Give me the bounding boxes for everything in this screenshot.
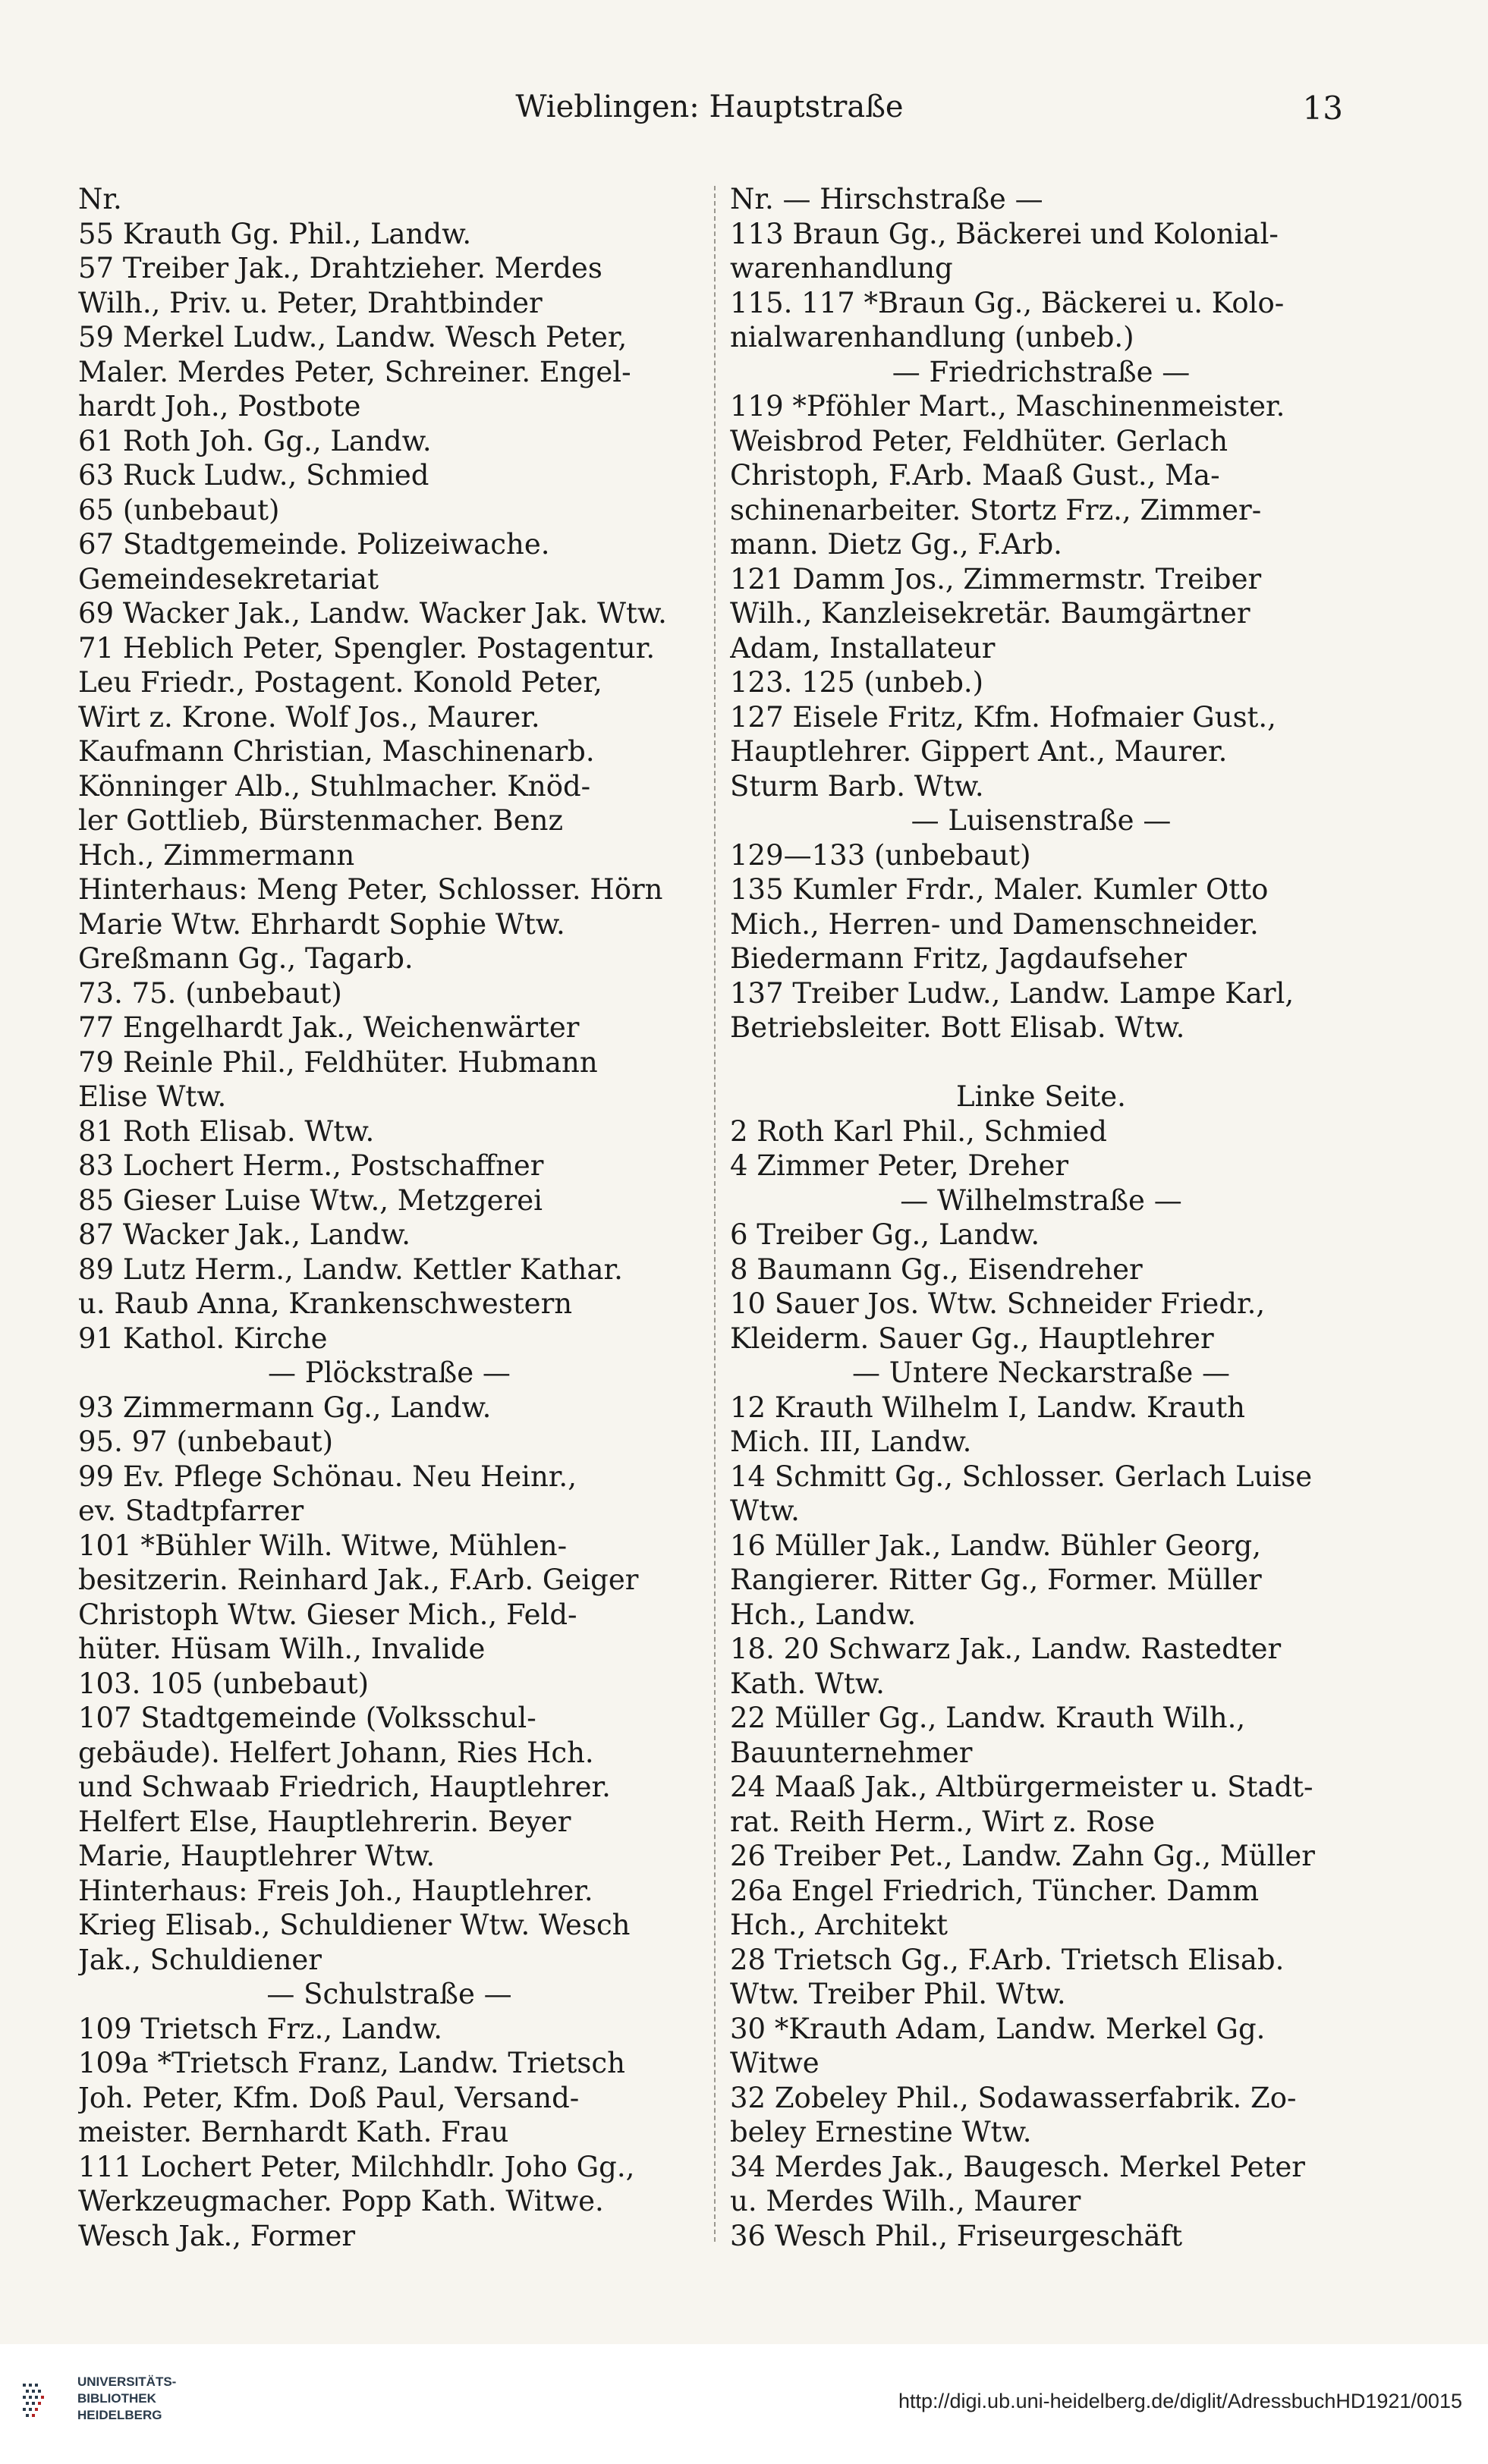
entry-line: 127 Eisele Fritz, Kfm. Hofmaier Gust., <box>730 700 1276 734</box>
entry-line: 12 Krauth Wilhelm I, Landw. Krauth <box>730 1391 1245 1424</box>
entry-line: Sturm Barb. Wtw. <box>730 769 984 803</box>
logo-text-line-2: BIBLIOTHEK <box>77 2391 156 2406</box>
entry-line: ler Gottlieb, Bürstenmacher. Benz <box>78 804 563 837</box>
entry-line: besitzerin. Reinhard Jak., F.Arb. Geiger <box>78 1564 639 1596</box>
entry-line: Wtw. Treiber Phil. Wtw. <box>730 1978 1066 2010</box>
entry-line: Kleiderm. Sauer Gg., Hauptlehrer <box>730 1322 1214 1355</box>
entry-line: Adam, Installateur <box>730 631 996 665</box>
entry-line: 22 Müller Gg., Landw. Krauth Wilh., <box>730 1702 1246 1734</box>
entry-line: mann. Dietz Gg., F.Arb. <box>730 528 1062 561</box>
entry-line: nialwarenhandlung (unbeb.) <box>730 321 1134 354</box>
entry-line: Wilh., Kanzleisekretär. Baumgärtner <box>730 597 1250 630</box>
entry-line: Rangierer. Ritter Gg., Former. Müller <box>730 1564 1262 1596</box>
entry-line: 89 Lutz Herm., Landw. Kettler Kathar. <box>78 1252 623 1286</box>
entry-line: Wesch Jak., Former <box>78 2219 356 2252</box>
entry-line <box>730 1045 1352 1080</box>
entry-line: Elise Wtw. <box>78 1080 227 1113</box>
entry-line: Hch., Landw. <box>730 1598 917 1631</box>
entry-line: — Luisenstraße — <box>911 804 1172 837</box>
entry-line: Marie Wtw. Ehrhardt Sophie Wtw. <box>78 907 565 941</box>
entry-line: 18. 20 Schwarz Jak., Landw. Rastedter <box>730 1633 1282 1665</box>
entry-line: Hinterhaus: Meng Peter, Schlosser. Hörn <box>78 873 663 906</box>
entry-line: 73. 75. (unbebaut) <box>78 976 342 1010</box>
entry-line: 28 Trietsch Gg., F.Arb. Trietsch Elisab. <box>730 1943 1285 1976</box>
entry-line: 59 Merkel Ludw., Landw. Wesch Peter, <box>78 321 628 354</box>
viewer-footer <box>0 2344 1488 2464</box>
entry-line: 61 Roth Joh. Gg., Landw. <box>78 424 432 457</box>
entry-line: Nr. <box>78 183 122 215</box>
entry-line: Wilh., Priv. u. Peter, Drahtbinder <box>78 286 543 319</box>
entry-line: 121 Damm Jos., Zimmermstr. Treiber <box>730 562 1262 596</box>
entry-line: 6 Treiber Gg., Landw. <box>730 1218 1040 1251</box>
entry-line: — Untere Neckarstraße — <box>851 1356 1231 1389</box>
entry-line: Betriebsleiter. Bott Elisab. Wtw. <box>730 1011 1185 1044</box>
entry-line: warenhandlung <box>730 252 953 284</box>
entry-line: 32 Zobeley Phil., Sodawasserfabrik. Zo- <box>730 2081 1297 2114</box>
column-divider <box>714 186 716 2242</box>
entry-line: Greßmann Gg., Tagarb. <box>78 942 414 975</box>
page-header <box>76 90 1343 135</box>
entry-line: 137 Treiber Ludw., Landw. Lampe Karl, <box>730 976 1295 1010</box>
entry-line: Krieg Elisab., Schuldiener Wtw. Wesch <box>78 1909 631 1941</box>
entry-line: Wtw. <box>730 1494 800 1527</box>
entry-line: 87 Wacker Jak., Landw. <box>78 1218 411 1251</box>
entry-line: 115. 117 *Braun Gg., Bäckerei u. Kolo- <box>730 286 1285 319</box>
entry-line: 4 Zimmer Peter, Dreher <box>730 1149 1069 1182</box>
entry-line: Witwe <box>730 2047 820 2079</box>
entry-line: Weisbrod Peter, Feldhüter. Gerlach <box>730 424 1228 457</box>
entry-line: 67 Stadtgemeinde. Polizeiwache. <box>78 528 550 561</box>
entry-line: Mich., Herren- und Damenschneider. <box>730 907 1259 941</box>
entry-line: 99 Ev. Pflege Schönau. Neu Heinr., <box>78 1460 577 1493</box>
entry-line: u. Raub Anna, Krankenschwestern <box>78 1287 573 1320</box>
entry-line: 24 Maaß Jak., Altbürgermeister u. Stadt- <box>730 1771 1313 1803</box>
entry-line: Jak., Schuldiener <box>78 1943 322 1976</box>
university-library-logo-icon <box>21 2379 67 2425</box>
logo-text-line-3: HEIDELBERG <box>77 2408 162 2422</box>
entry-line: 34 Merdes Jak., Baugesch. Merkel Peter <box>730 2150 1305 2183</box>
entry-line: Kath. Wtw. <box>730 1667 885 1700</box>
left-column <box>78 182 700 2253</box>
page-number: 13 <box>1302 90 1343 127</box>
entry-line: Könninger Alb., Stuhlmacher. Knöd- <box>78 769 591 803</box>
entry-line: 107 Stadtgemeinde (Volksschul- <box>78 1702 536 1734</box>
entry-line: Werkzeugmacher. Popp Kath. Witwe. <box>78 2185 604 2217</box>
entry-line: 14 Schmitt Gg., Schlosser. Gerlach Luise <box>730 1460 1313 1493</box>
entry-line: Biedermann Fritz, Jagdaufseher <box>730 942 1187 975</box>
entry-line: 109 Trietsch Frz., Landw. <box>78 2012 442 2045</box>
entry-line: Hinterhaus: Freis Joh., Hauptlehrer. <box>78 1874 593 1907</box>
entry-line: schinenarbeiter. Stortz Frz., Zimmer- <box>730 493 1262 526</box>
entry-line: Mich. III, Landw. <box>730 1425 972 1458</box>
entry-line: u. Merdes Wilh., Maurer <box>730 2185 1081 2217</box>
entry-line: 8 Baumann Gg., Eisendreher <box>730 1252 1143 1286</box>
entry-line: Kaufmann Christian, Maschinenarb. <box>78 735 595 768</box>
entry-line: ev. Stadtpfarrer <box>78 1494 304 1527</box>
entry-line: meister. Bernhardt Kath. Frau <box>78 2116 509 2148</box>
entry-line: 30 *Krauth Adam, Landw. Merkel Gg. <box>730 2012 1266 2045</box>
entry-line: 91 Kathol. Kirche <box>78 1322 328 1355</box>
library-logo[interactable] <box>21 2374 203 2435</box>
entry-line: 85 Gieser Luise Wtw., Metzgerei <box>78 1183 543 1217</box>
entry-line: 71 Heblich Peter, Spengler. Postagentur. <box>78 631 656 665</box>
entry-line: Joh. Peter, Kfm. Doß Paul, Versand- <box>78 2081 580 2114</box>
entry-line: 65 (unbebaut) <box>78 493 280 526</box>
entry-line: — Wilhelmstraße — <box>900 1183 1182 1217</box>
entry-line: 95. 97 (unbebaut) <box>78 1425 333 1458</box>
entry-line: Gemeindesekretariat <box>78 562 379 596</box>
entry-line: 119 *Pföhler Mart., Maschinenmeister. <box>730 390 1285 423</box>
entry-line: 63 Ruck Ludw., Schmied <box>78 459 429 492</box>
entry-line: Hch., Architekt <box>730 1909 948 1941</box>
entry-line: 26a Engel Friedrich, Tüncher. Damm <box>730 1874 1260 1907</box>
entry-line: Bauunternehmer <box>730 1736 973 1769</box>
entry-line: Leu Friedr., Postagent. Konold Peter, <box>78 666 602 699</box>
entry-line: 26 Treiber Pet., Landw. Zahn Gg., Müller <box>730 1840 1315 1872</box>
entry-line: Marie, Hauptlehrer Wtw. <box>78 1840 436 1872</box>
entry-line: gebäude). Helfert Johann, Ries Hch. <box>78 1736 594 1769</box>
entry-line: 69 Wacker Jak., Landw. Wacker Jak. Wtw. <box>78 597 667 630</box>
entry-line: Hauptlehrer. Gippert Ant., Maurer. <box>730 735 1228 768</box>
entry-line: 79 Reinle Phil., Feldhüter. Hubmann <box>78 1045 598 1079</box>
right-column <box>730 182 1352 2253</box>
entry-line: Maler. Merdes Peter, Schreiner. Engel- <box>78 355 631 388</box>
entry-line: Wirt z. Krone. Wolf Jos., Maurer. <box>78 700 540 734</box>
entry-line: 81 Roth Elisab. Wtw. <box>78 1114 375 1148</box>
entry-line: 16 Müller Jak., Landw. Bühler Georg, <box>730 1529 1262 1562</box>
entry-line: hardt Joh., Postbote <box>78 390 361 423</box>
source-url-link[interactable]: http://digi.ub.uni-heidelberg.de/diglit/AdressbuchHD1921/0015 <box>898 2390 1462 2412</box>
entry-line: 55 Krauth Gg. Phil., Landw. <box>78 217 472 250</box>
entry-line: 113 Braun Gg., Bäckerei und Kolonial- <box>730 217 1279 250</box>
entry-line: 83 Lochert Herm., Postschaffner <box>78 1149 544 1182</box>
entry-line: — Friedrichstraße — <box>892 355 1191 388</box>
entry-line: 111 Lochert Peter, Milchhdlr. Joho Gg., <box>78 2150 635 2183</box>
entry-line: 77 Engelhardt Jak., Weichenwärter <box>78 1011 580 1044</box>
entry-line: hüter. Hüsam Wilh., Invalide <box>78 1633 486 1665</box>
entry-line: Linke Seite. <box>956 1080 1126 1113</box>
entry-line: 123. 125 (unbeb.) <box>730 666 984 699</box>
entry-line: Christoph, F.Arb. Maaß Gust., Ma- <box>730 459 1220 492</box>
entry-line: 129—133 (unbebaut) <box>730 838 1031 872</box>
entry-line: und Schwaab Friedrich, Hauptlehrer. <box>78 1771 611 1803</box>
entry-line: 135 Kumler Frdr., Maler. Kumler Otto <box>730 873 1269 906</box>
entry-line: 2 Roth Karl Phil., Schmied <box>730 1114 1107 1148</box>
page-title: Wieblingen: Hauptstraße <box>515 90 904 124</box>
entry-line: Nr. — Hirschstraße — <box>730 183 1043 215</box>
entry-line: 103. 105 (unbebaut) <box>78 1667 370 1700</box>
entry-line: 109a *Trietsch Franz, Landw. Trietsch <box>78 2047 625 2079</box>
entry-line: — Schulstraße — <box>266 1978 512 2010</box>
logo-text-line-1: UNIVERSITÄTS- <box>77 2374 177 2389</box>
entry-line: 101 *Bühler Wilh. Witwe, Mühlen- <box>78 1529 568 1562</box>
entry-line: 57 Treiber Jak., Drahtzieher. Merdes <box>78 252 602 284</box>
entry-line: Christoph Wtw. Gieser Mich., Feld- <box>78 1598 577 1631</box>
entry-line: beley Ernestine Wtw. <box>730 2116 1032 2148</box>
entry-line: — Plöckstraße — <box>268 1356 511 1389</box>
entry-line: 36 Wesch Phil., Friseurgeschäft <box>730 2219 1183 2252</box>
entry-line: Hch., Zimmermann <box>78 838 355 872</box>
entry-line: rat. Reith Herm., Wirt z. Rose <box>730 1805 1155 1838</box>
entry-line: 93 Zimmermann Gg., Landw. <box>78 1391 492 1424</box>
entry-line: 10 Sauer Jos. Wtw. Schneider Friedr., <box>730 1287 1266 1320</box>
entry-line: Helfert Else, Hauptlehrerin. Beyer <box>78 1805 571 1838</box>
